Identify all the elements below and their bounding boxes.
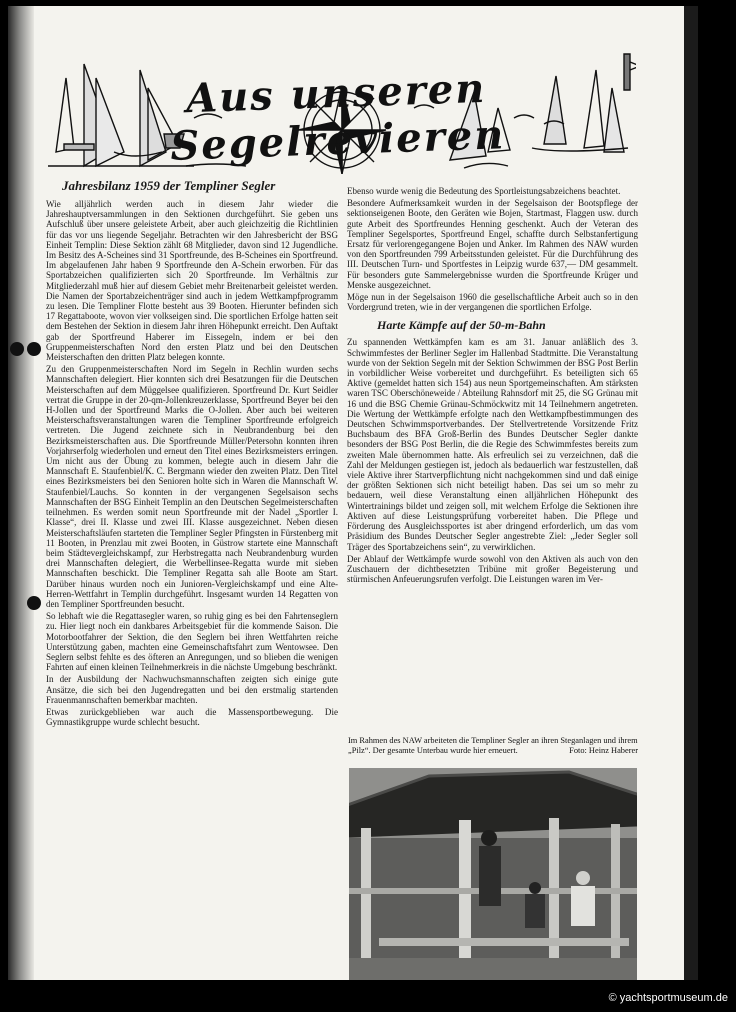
paragraph: Besondere Aufmerksamkeit wurden in der Segelsaison der Bootspflege der sektionseigenen Boote, den Geräten wie Bojen, Startmast, Flaggen usw. durch gute Arbeit des Sportfreundes Henning geschenkt. Auch der Veteran des Templiner Segelsportes, Sportfreund Engel, schaffte durch Selbstanfertigung Ersatz für verlorengegangene Bojen und Anker. Im Rahmen des NAW wurden von den Sportfreunden 799 Arbeitsstunden geleistet. Für die Durchführung des III. Deutschen Turn- und Sportfestes in Leipzig wurde 637,— DM gesammelt. Für besonders gute Sammelergebnisse wurden die Sportfreunde Krüger und Menske ausgezeichnet. [347,198,638,290]
copyright-watermark: © yachtsportmuseum.de [608,992,728,1004]
binder-hole [27,342,41,356]
photo-illustration [349,768,637,980]
paragraph: Zu spannenden Wettkämpfen kam es am 31. Januar anläßlich des 3. Schwimmfestes der Berliner Segler im Hallenbad Stadtmitte. Die Veranstaltung wurde von der Sektion Segeln mit der Sektion Schwimmen der BSG Post Berlin in vorbildlicher Weise vorbereitet und durchgeführt. Es beteiligten sich 65 Aktive (gemeldet hatten sich 154) aus neun Sportgemeinschaften. Am stärksten waren TSC Oberschöneweide / Abteilung Rahnsdorf mit 25, die SG Grünau mit 16 und die BSG Chemie Grünau-Schmöckwitz mit 14 Teilnehmern angetreten. Die Wertung der Wettkämpfe erfolgte nach den Wettkampfbestimmungen des Deutschen Schwimmsportverbandes. Der Stellvertretende Vorsitzende Fritz Buchsbaum des BFA Groß-Berlin des Bundes Deutscher Segler dankte besonders der BSG Post Berlin, die die Regie des Schwimmfestes bereits zum zweiten Male übernommen hatte. Als erfreulich sei zu verzeichnen, daß die Zahl der Meldungen gestiegen ist, jedoch als bedauerlich war festzustellen, daß viele Aktive ihrer Startverpflichtung nicht nachgekommen sind und daß einige der größten Sektionen sich nicht beteiligt haben. Das sei um so mehr zu bedauern, weil diese Veranstaltung einen alljährlichen Höhepunkt des Wintertrainings bildet und zeigen soll, mit welchem Erfolge die Sektionen ihre Aktiven auf diese Leistungsprüfung vorbereitet haben. Die Pflege und Förderung des Ausgleichssportes ist aber dringend erforderlich, um das vom Präsidium des Bundes Deutscher Segler angestrebte Ziel: „Jeder Segler soll Träger des Sportabzeichens sein“, zu verwirklichen. [347,337,638,552]
right-page-edge [684,6,698,980]
binder-hole [10,342,24,356]
caption-text: Im Rahmen des NAW arbeiteten die Templiner Segler an ihren Steganlagen und ihrem „Pilz“. Der gesamte Unterbau wurde hier erneuert. [348,736,638,755]
left-column [46,178,338,729]
binding-shadow [8,6,34,980]
paragraph: So lebhaft wie die Regattasegler waren, so ruhig ging es bei den Fahrtenseglern zu. Hier liegt noch ein dankbares Arbeitsgebiet für die kommende Saison. Die Motorbootfahrer der Sektion, die den Seglern bei ihren Wettfahrten reiche Unterstützung gaben, machten eine Gemeinschaftsfahrt zum Wentowsee. Den Seglern selbst fehlte es des öfteren an Anregungen, und so blieben die wenigen Fahrten auf einen kleinen Teilnehmerkreis in die nächste Umgebung beschränkt. [46,611,338,673]
magazine-page [8,6,684,980]
paragraph: Der Ablauf der Wettkämpfe wurde sowohl von den Aktiven als auch von den Zuschauern der dichtbesetzten Tribüne mit großer Begeisterung und stürmischen Anfeuerungsrufen verfolgt. Die Leistungen waren im Ver- [347,553,638,585]
article-title: Jahresbilanz 1959 der Templiner Segler [62,178,276,193]
paragraph: Zu den Gruppenmeisterschaften Nord im Segeln in Rechlin wurden sechs Mannschaften delegiert. Hier konnten sich drei Besatzungen für die Deutschen Meisterschaften auf dem Müggelsee qualifizieren. Sportfreund Dr. Kurt Seidler vertrat die Gruppe in der 20-qm-Jollenkreuzerklasse, Sportfreund Beyer bei den H-Jollen und der Sportfreund Marks die O-Jollen. Aber auch bei weiteren Meisterschaftsveranstaltungen waren die Templiner Sportfreunde erfolgreich vertreten. Die Jugend zeichnete sich in Neubrandenburg bei den Bezirksmeisterschaften aus. Die Sportfreunde Müller/Petersohn konnten ihren Vorjahrserfolg wiederholen und erneut den Titel eines Bezirksmeisters erringen. Um nicht aus der Übung zu kommen, belegte auch in diesem Jahr die Mannschaft E. Staufenbiel/K. C. Bergmann wieder den zweiten Platz. Den Titel eines Bezirksmeisters bei den Senioren holte sich in Waren die Mannschaft W. Staufenbiel/Lauchs. So konnten in der vergangenen Segelsaison sechs Mannschaften der BSG Einheit Templin an den Deutschen Segelmeisterschaften teilnehmen. Es werden somit neun Sportfreunde mit der Nadel „Sportler I. Klasse“, drei II. Klasse und zwei III. Klasse ausgezeichnet. Neben diesen Meisterschaftsläufen starteten die Templiner Segler Pfingsten in Fürstenberg mit 11 Booten, in Prenzlau mit zwei Booten, in Güstrow startete eine Mannschaft beim Städtevergleichskampf, zur Herbstregatta nach Neubrandenburg wurden drei Mannschaften delegiert, die Werbellinsee-Regatta wurde mit sieben Mannschaften beschickt. Die Templiner Regatta sah alle Boote am Start. Darüber hinaus wurden noch ein Junioren-Vergleichskampf und eine Alte-Herren-Wettfahrt in Templin durchgeführt. Insgesamt wurden 14 Regatten von den Templiner Sportfreunden besucht. [46,364,338,609]
paragraph: Etwas zurückgeblieben war auch die Massensportbewegung. Die Gymnastikgruppe wurde schlecht besucht. [46,706,338,728]
paragraph: Ebenso wurde wenig die Bedeutung des Sportleistungsabzeichens beachtet. [347,186,621,196]
paragraph: Möge nun in der Segelsaison 1960 die gesellschaftliche Arbeit auch so in den Vordergrund treten, wie in der vergangenen die sportlichen Erfolge. [347,292,638,313]
right-column [347,186,638,586]
photo-caption [348,736,638,755]
article-title: Harte Kämpfe auf der 50-m-Bahn [377,318,546,333]
photo [349,768,637,980]
page-title: Aus unseren Segelrevieren [169,64,507,170]
photo-credit: Foto: Heinz Haberer [569,745,638,755]
paragraph: Wie alljährlich werden auch in diesem Jahr wieder die Jahreshauptversammlungen in den Sektionen durchgeführt. Sie geben uns Aufschluß über unsere geleistete Arbeit, aber auch gleichzeitig die Richtlinien für das vor uns liegende Segeljahr. Betrachten wir den Jahresbericht der BSG Einheit Templin: Diese Sektion zählt 68 Mitglieder, davon sind 12 Jugendliche. Im Besitz des A-Scheines sind 31 Sportfreunde, des B-Scheines ein Sportfreund. Im abgelaufenen Jahr haben 9 Sportfreunde den A-Schein erworben. Für das Sportabzeichen qualifizierten sich 20 Sportfreunde. Im Verhältnis zur Mitgliederzahl muß hier auf diesem Gebiet mehr Breitenarbeit geleistet werden. Die Namen der Sportabzeichenträger sind auch in jedem Wettkampfprogramm zu lesen. Die Templiner Flotte besteht aus 39 Booten. Hierunter befinden sich 17 Regattaboote, wovon vier volkseigen sind. Die sportlichen Erfolge hatten seit dem Bestehen der Sektion in diesem Jahr ihren Höhepunkt erreicht. Den Auftakt gab der Sportfreund Haberer im Eissegeln, indem er bei den Gruppenmeisterschaften Nord den ersten Platz und bei den Deutschen Meisterschaften den dritten Platz belegen konnte. [46,199,338,363]
paragraph: In der Ausbildung der Nachwuchsmannschaften zeigten sich einige gute Ansätze, die sich bei den Jugendregatten und bei den erstmalig startenden Frauenmannschaften bemerkbar machten. [46,674,338,705]
binder-hole [27,596,41,610]
